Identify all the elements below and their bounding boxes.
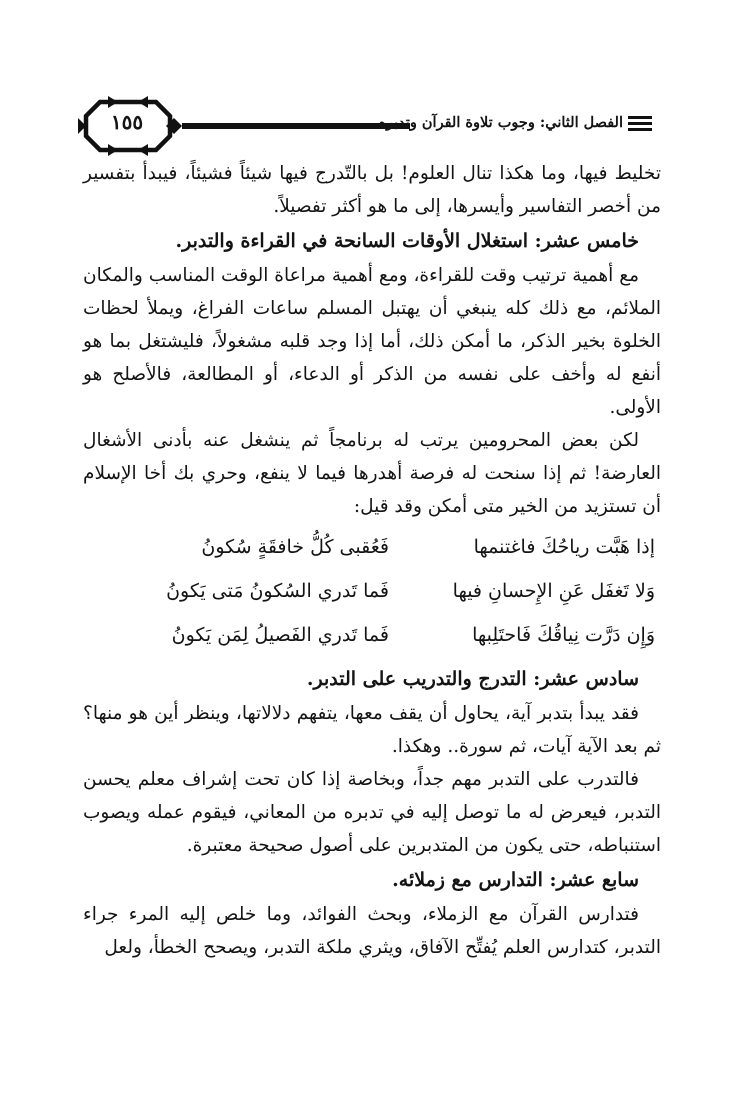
poem xyxy=(83,525,661,657)
poem-line xyxy=(83,569,661,613)
poem-second-hemistich: فَما تَدري الفَصيلُ لِمَن يَكونُ xyxy=(171,623,389,646)
paragraph: لكن بعض المحرومين يرتب له برنامجاً ثم ينشغل عنه بأدنى الأشغال العارضة! ثم إذا سنحت له فرصة أهدرها فيما لا ينفع، وحري بك أخا الإسلام أن تستزيد من الخير متى أمكن وقد قيل: xyxy=(83,430,661,517)
paragraph: مع أهمية ترتيب وقت للقراءة، ومع أهمية مراعاة الوقت المناسب والمكان الملائم، مع ذلك كله ينبغي أن يهتبل المسلم ساعات الفراغ، ويملأ لحظات الخلوة بخير الذكر، ما أمكن ذلك، أما إذا وجد قلبه مشغولاً، فليشتغل بما هو أنفع له وأخف على نفسه من الذكر أو الدعاء، أو المطالعة، فالأصلح هو الأولى. xyxy=(83,265,661,418)
page-number: ١٥٥ xyxy=(110,110,144,134)
page-header xyxy=(78,92,653,156)
poem-line xyxy=(83,525,661,569)
paragraph: تخليط فيها، وما هكذا تنال العلوم! بل بالتّدرج فيها شيئاً فشيئاً، فيبدأ بتفسير من أخصر التفاسير وأيسرها، إلى ما هو أكثر تفصيلاً. xyxy=(83,163,661,217)
poem-first-hemistich: وَإِن دَرَّت نِياقُكَ فَاحتَلِبها xyxy=(472,623,655,646)
poem-first-hemistich: وَلا تَغفَل عَنِ الإِحسانِ فيها xyxy=(452,579,655,602)
section-heading: خامس عشر: استغلال الأوقات السانحة في القراءة والتدبر. xyxy=(175,230,639,252)
poem-second-hemistich: فَما تَدري السُكونُ مَتى يَكونُ xyxy=(166,579,389,602)
page-body xyxy=(83,157,661,964)
section-heading: سادس عشر: التدرج والتدريب على التدبر. xyxy=(306,668,639,690)
poem-line xyxy=(83,613,661,657)
paragraph: فالتدرب على التدبر مهم جداً، وبخاصة إذا كان تحت إشراف معلم يحسن التدبر، فيعرض له ما توصل إليه في تدبره من المعاني، فيقوم عمله ويصوب استنباطه، حتى يكون من المتدبرين على أصول صحيحة معتبرة. xyxy=(83,769,661,856)
poem-first-hemistich: إذا هَبَّت رياحُكَ فاغتنمها xyxy=(473,535,655,558)
chapter-title: الفصل الثاني: وجوب تلاوة القرآن وتدبره xyxy=(378,114,623,131)
paragraph: فتدارس القرآن مع الزملاء، وبحث الفوائد، وما خلص إليه المرء جراء التدبر، كتدارس العلم يُفتِّح الآفاق، ويثري ملكة التدبر، ويصحح الخطأ، ولعل xyxy=(83,904,661,958)
poem-second-hemistich: فَعُقبى كُلُّ خافقَةٍ سُكونُ xyxy=(201,535,389,558)
paragraph: فقد يبدأ بتدبر آية، يحاول أن يقف معها، يتفهم دلالاتها، وينظر أين هو منها؟ ثم بعد الآية آيات، ثم سورة.. وهكذا. xyxy=(83,703,661,757)
section-heading: سابع عشر: التدارس مع زملائه. xyxy=(392,869,639,891)
